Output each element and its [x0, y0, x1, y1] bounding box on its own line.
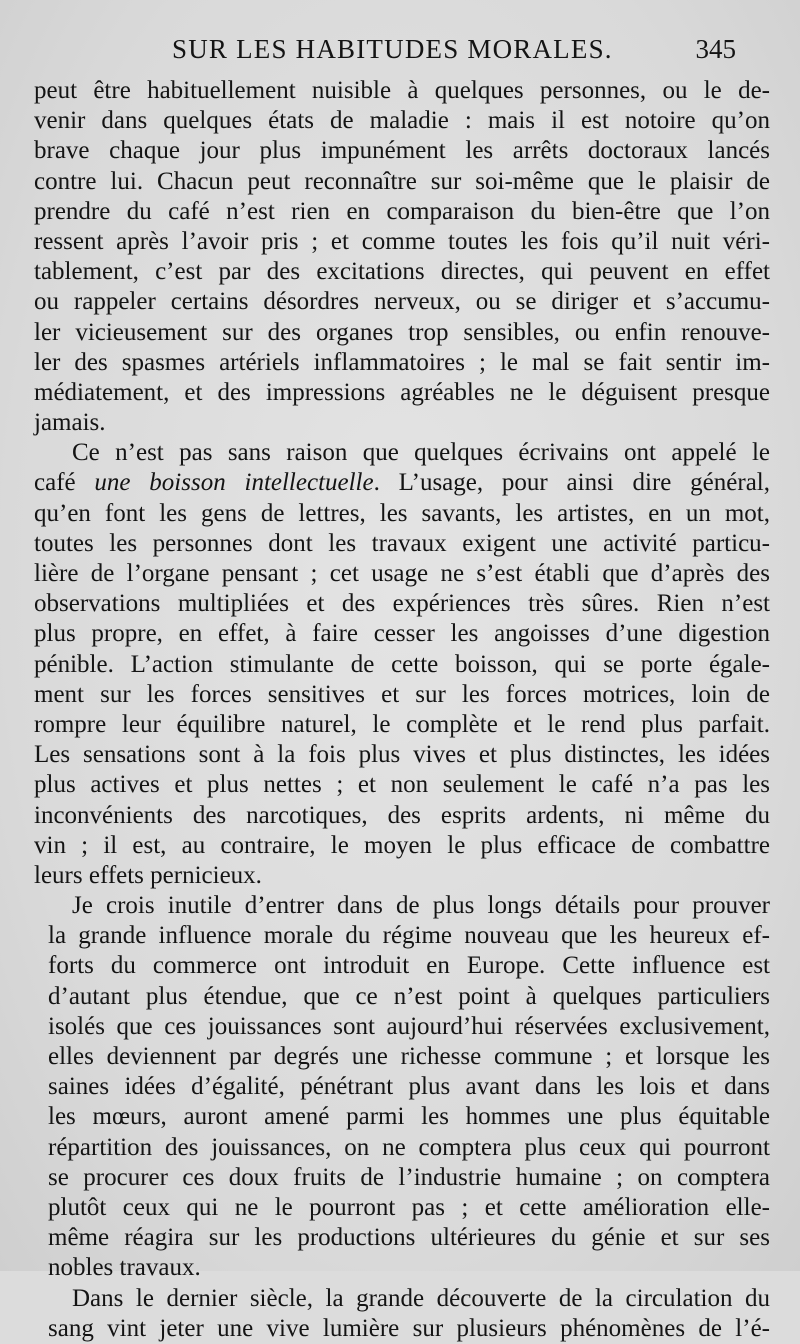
- text-line: sang vint jeter une vive lumière sur plusieurs phénomènes de l’é-: [48, 1314, 770, 1342]
- text-line: Dans le dernier siècle, la grande découverte de la circulation du: [72, 1284, 770, 1312]
- text-line: inconvénients des narcotiques, des esprits ardents, ni même du: [34, 801, 770, 829]
- text-line: toutes les personnes dont les travaux exigent une activité particu-: [34, 529, 770, 557]
- text-line: ment sur les forces sensitives et sur les forces motrices, loin de: [34, 680, 770, 708]
- text-line: répartition des jouissances, on ne comptera plus ceux qui pourront: [48, 1133, 770, 1161]
- text-line: elles deviennent par degrés une richesse commune ; et lorsque les: [48, 1043, 770, 1070]
- italic-phrase: une boisson intellectuelle: [94, 469, 374, 497]
- text-line: jamais.: [34, 409, 106, 437]
- text-line: venir dans quelques états de maladie : mais il est notoire qu’on: [34, 107, 770, 135]
- text-line: plus actives et plus nettes ; et non seulement le café n’a pas les: [34, 771, 770, 799]
- text-line: forts du commerce ont introduit en Europe. Cette influence est: [48, 952, 770, 980]
- text-line: tablement, c’est par des excitations directes, qui peuvent en effet: [34, 258, 770, 286]
- text-line: peut être habituellement nuisible à quelques personnes, ou le de-: [34, 77, 770, 104]
- text-line: plutôt ceux qui ne le pourront pas ; et cette amélioration elle-: [48, 1193, 770, 1221]
- text-line: la grande influence morale du régime nouveau que les heureux ef-: [48, 922, 770, 950]
- text-line: prendre du café n’est rien en comparaison du bien-être que l’on: [34, 197, 770, 225]
- text-line: qu’en font les gens de lettres, les savants, les artistes, en un mot,: [34, 499, 770, 527]
- paragraph-4: [34, 1284, 770, 1344]
- paragraph-3: [34, 891, 770, 1283]
- body-text: [34, 76, 770, 1344]
- text-line: ou rappeler certains désordres nerveux, ou se diriger et s’accumu-: [34, 288, 770, 316]
- text-line: se procurer ces doux fruits de l’industrie humaine ; on comptera: [48, 1163, 770, 1191]
- text-line: ressent après l’avoir pris ; et comme toutes les fois qu’il nuit véri-: [34, 227, 770, 255]
- text-line: contre lui. Chacun peut reconnaître sur soi-même que le plaisir de: [34, 167, 770, 195]
- text-line: isolés que ces jouissances sont aujourd’hui réservées exclusivement,: [48, 1012, 770, 1040]
- text-run: café: [34, 469, 76, 497]
- page-header: [0, 34, 800, 70]
- paragraph-1: [34, 76, 770, 438]
- text-line: lière de l’organe pensant ; cet usage ne s’est établi que d’après des: [34, 560, 770, 587]
- text-line: même réagira sur les productions ultérieures du génie et sur ses: [48, 1224, 770, 1252]
- text-line: [34, 468, 770, 498]
- paragraph-2: [34, 438, 770, 891]
- text-line: d’autant plus étendue, que ce n’est point à quelques particuliers: [48, 982, 770, 1010]
- text-line: les mœurs, auront amené parmi les hommes une plus équitable: [48, 1103, 770, 1131]
- text-line: plus propre, en effet, à faire cesser les angoisses d’une digestion: [34, 620, 770, 648]
- text-line: rompre leur équilibre naturel, le complète et le rend plus parfait.: [34, 710, 770, 738]
- text-line: médiatement, et des impressions agréables ne le déguisent presque: [34, 378, 770, 406]
- text-line: leurs effets pernicieux.: [34, 861, 262, 889]
- text-line: Ce n’est pas sans raison que quelques écrivains ont appelé le: [72, 439, 770, 467]
- text-line: nobles travaux.: [48, 1254, 201, 1282]
- text-line: brave chaque jour plus impunément les arrêts doctoraux lancés: [34, 137, 770, 165]
- text-line: observations multipliées et des expériences très sûres. Rien n’est: [34, 590, 770, 618]
- running-title: SUR LES HABITUDES MORALES.: [172, 34, 613, 64]
- page-number: 345: [695, 34, 736, 64]
- text-line: saines idées d’égalité, pénétrant plus avant dans les lois et dans: [48, 1073, 770, 1101]
- text-line: ler vicieusement sur des organes trop sensibles, ou enfin renouve-: [34, 318, 770, 346]
- text-line: vin ; il est, au contraire, le moyen le plus efficace de combattre: [34, 831, 770, 859]
- text-line: pénible. L’action stimulante de cette boisson, qui se porte égale-: [34, 650, 770, 678]
- text-line: Je crois inutile d’entrer dans de plus longs détails pour prouver: [72, 892, 770, 920]
- text-run: . L’usage, pour ainsi dire général,: [373, 469, 770, 497]
- text-line: Les sensations sont à la fois plus vives et plus distinctes, les idées: [34, 741, 770, 769]
- text-line: ler des spasmes artériels inflammatoires ; le mal se fait sentir im-: [34, 348, 770, 376]
